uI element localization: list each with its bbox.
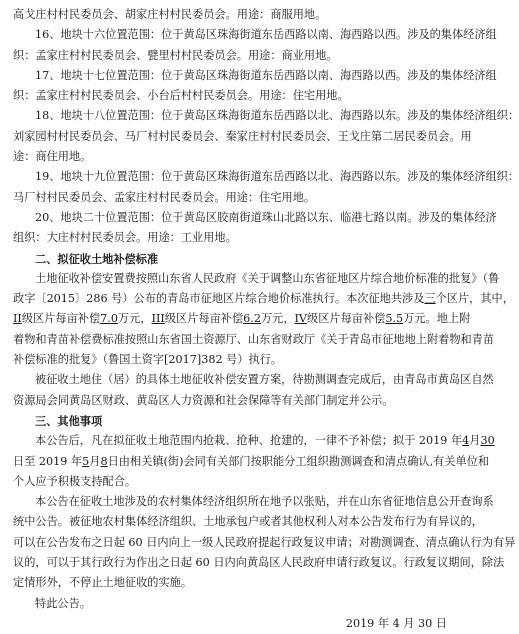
paragraph-18-line-2: 刘家园村村民委员会、马厂村村民委员会、秦家庄村村民委员会、王戈庄第二居民委员会。用: [13, 129, 472, 143]
text: 政字〔2015〕286 号）公布的青岛市征地区片综合地价标准执行。本次征地共涉及: [13, 292, 425, 306]
zone-iii-amount: 6.2: [243, 312, 261, 326]
section-3-para-2-line-2: 统中公告。被征地农村集体经济组织、土地承包户或者其他权利人对本公告发布行为有异议的，: [13, 515, 483, 529]
start-day: 30: [480, 434, 495, 448]
section-3-heading: 三、其他事项: [35, 413, 103, 428]
section-2-para-2-line-2: 资源局会同黄岛区财政、黄岛区人力资源和社会保障等有关部门制定并公示。: [13, 393, 394, 407]
paragraph-20-line-1: 20、地块二十位置范围：位于黄岛区胶南街道珠山北路以东、临港七路以南。涉及的集体经济: [35, 210, 497, 224]
text: 级区片每亩补偿: [307, 312, 386, 326]
end-month: 5: [82, 454, 90, 468]
section-3-para-2-line-4: 议的，可以于其行政行为作出之日起 60 日内向黄岛区人民政府申请行政复议。行政复议期间，除法: [13, 556, 505, 570]
paragraph-20-line-2: 组织：大庄村村民委员会。用途：工业用地。: [13, 231, 237, 245]
section-2-heading: 二、拟征收土地补偿标准: [35, 251, 159, 266]
paragraph-18-line-1: 18、地块十八位置范围：位于黄岛区珠海街道东岳西路以北、海西路以东。涉及的集体经济组织：: [35, 109, 519, 123]
section-2-para-1-line-1: 土地征收补偿安置费按照山东省人民政府《关于调整山东省征地区片综合地价标准的批复》（鲁: [35, 271, 500, 285]
text: 万元，: [117, 312, 152, 326]
text: 月: [89, 454, 101, 468]
section-2-para-1-line-4: 着物和青苗补偿费标准按照山东省国土资源厅、山东省财政厅《关于青岛市征地地上附着物和青苗: [13, 332, 495, 346]
text: 万元，: [260, 312, 295, 326]
section-3-para-1-line-1: [13, 431, 495, 451]
start-month: 4: [462, 434, 470, 448]
section-3-para-1-line-3: 个人应予积极支持配合。: [13, 474, 137, 488]
paragraph-16-line-2: 织：孟家庄村村民委员会、甓里村村民委员会。用途：商业用地。: [13, 48, 338, 62]
section-2-para-1-line-5: 补偿标准的批复》（鲁国土资字[2017]382 号）执行。: [13, 353, 283, 367]
zone-count: 三: [424, 292, 436, 306]
text: 日至 2019 年: [13, 454, 83, 468]
paragraph-19-line-1: 19、地块十九位置范围：位于黄岛区珠海街道东岳西路以北、海西路以东。涉及的集体经济组织：: [35, 170, 519, 184]
paragraph-18-line-3: 途：商住用地。: [13, 150, 92, 164]
paragraph-17-line-1: 17、地块十七位置范围：位于黄岛区珠海街道东岳西路以南、海西路以西。涉及的集体经济组: [35, 68, 497, 82]
zone-ii-amount: 7.0: [100, 312, 118, 326]
text: 日由相关镇(街)会同有关部门按职能分工组织勘测调查和清点确认,有关单位和: [107, 454, 490, 468]
text: 个区片，其中，: [435, 292, 514, 306]
paragraph-16-line-1: 16、地块十六位置范围：位于黄岛区珠海街道东岳西路以南、海西路以西。涉及的集体经济组: [35, 28, 497, 42]
text: 月: [469, 434, 481, 448]
text: 级区片每亩补偿: [21, 312, 101, 326]
paragraph-19-line-2: 马厂村村民委员会、孟家庄村村民委员会。用途：住宅用地。: [13, 190, 316, 204]
notice-date: 2019 年 4 月 30 日: [345, 616, 447, 630]
zone-ii: II: [13, 312, 22, 326]
section-2-para-1-line-3: [13, 309, 477, 329]
zone-iii: III: [151, 312, 165, 326]
end-day: 8: [100, 454, 108, 468]
section-2-para-2-line-1: 被征收土地住（居）的具体土地征收补偿安置方案，待勘测调查完成后，由青岛市黄岛区自然: [35, 373, 494, 387]
text: 本公告后，凡在拟征收土地范围内抢栽、抢种、抢建的，一律不予补偿；拟于 2019 年: [35, 434, 463, 448]
paragraph-17-line-2: 织：孟家庄村村民委员会、小台后村村民委员会。用途：住宅用地。: [13, 89, 349, 103]
text: 万元。地上附: [403, 312, 471, 326]
text: 级区片每亩补偿: [164, 312, 244, 326]
section-3-para-2-line-1: 本公告在征收土地涉及的农村集体经济组织所在地予以张贴，并在山东省征地信息公开查询系: [35, 495, 494, 509]
closing-text: 特此公告。: [35, 596, 91, 610]
section-2-para-1-line-2: [13, 289, 514, 309]
zone-iv: IV: [294, 312, 308, 326]
zone-iv-amount: 5.5: [385, 312, 404, 326]
paragraph-15-tail: 高戈庄村村民委员会、胡家庄村村民委员会。用途：商服用地。: [13, 8, 327, 21]
section-3-para-2-line-5: 定情形外，不停止土地征收的实施。: [13, 576, 193, 590]
section-3-para-1-line-2: [13, 452, 490, 472]
section-3-para-2-line-3: 可以在公告发布之日起 60 日内向上一级人民政府提起行政复议申请；对勘测调查、清点确认行为有异: [13, 535, 516, 549]
